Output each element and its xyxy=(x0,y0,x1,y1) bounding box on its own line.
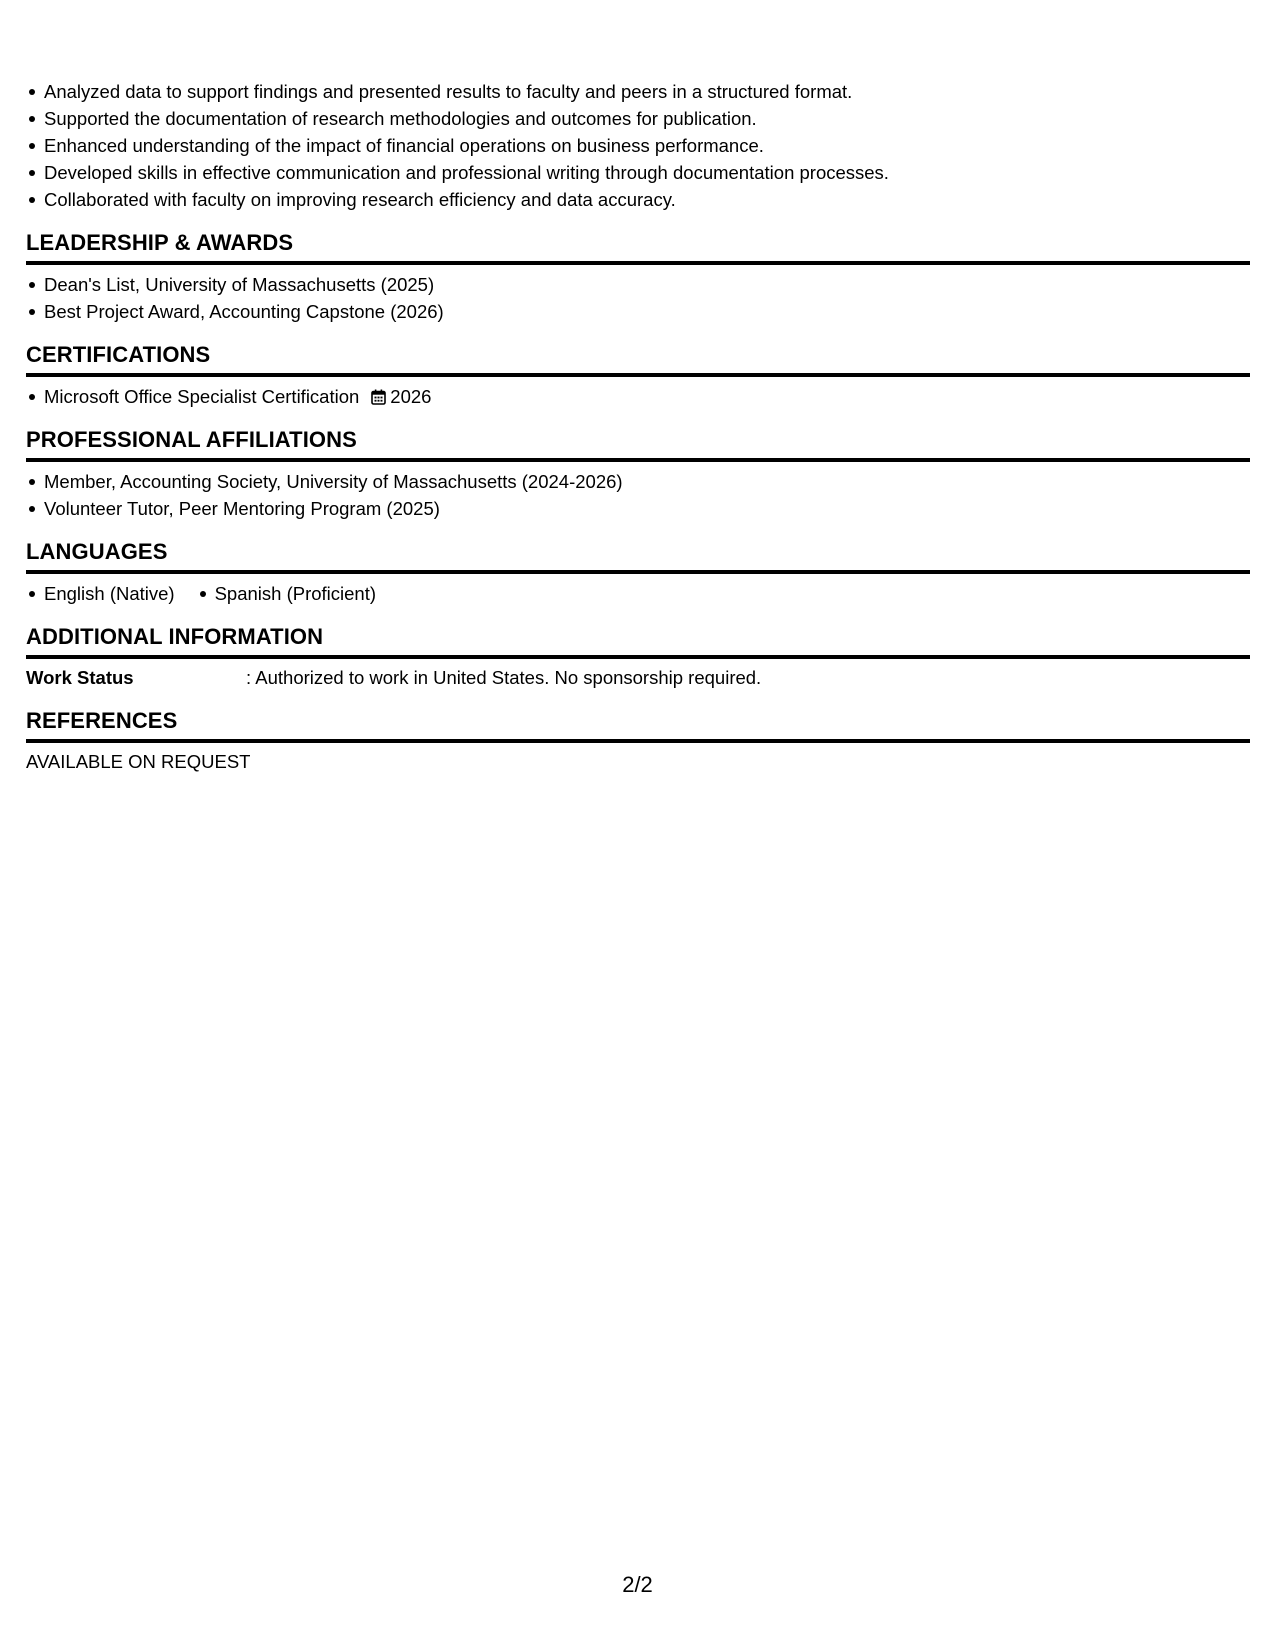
professional-affiliations-section xyxy=(26,426,1250,522)
leadership-awards-section xyxy=(26,229,1250,325)
work-status-row xyxy=(26,665,1250,691)
work-status-label: Work Status xyxy=(26,667,134,688)
language-item: English (Native) xyxy=(26,580,175,607)
languages-section xyxy=(26,538,1250,607)
section-heading: LEADERSHIP & AWARDS xyxy=(26,229,1250,265)
section-heading: LANGUAGES xyxy=(26,538,1250,574)
list-item: Best Project Award, Accounting Capstone (2026) xyxy=(26,298,1250,325)
page-number: 2/2 xyxy=(622,1572,653,1597)
work-status-value: : Authorized to work in United States. No sponsorship required. xyxy=(246,667,762,688)
certification-date-wrapper xyxy=(371,386,431,407)
certifications-section xyxy=(26,341,1250,410)
resume-page xyxy=(26,78,1250,775)
list-item: Dean's List, University of Massachusetts (2025) xyxy=(26,271,1250,298)
references-section xyxy=(26,707,1250,775)
list-item: Volunteer Tutor, Peer Mentoring Program (2025) xyxy=(26,495,1250,522)
experience-bullet-list xyxy=(26,78,1250,213)
certification-year: 2026 xyxy=(390,386,432,407)
section-heading: CERTIFICATIONS xyxy=(26,341,1250,377)
list-item: Developed skills in effective communication and professional writing through documentation processes. xyxy=(26,159,1250,186)
additional-information-section xyxy=(26,623,1250,691)
list-item: Analyzed data to support findings and presented results to faculty and peers in a structured format. xyxy=(26,78,1250,105)
affiliations-list xyxy=(26,468,1250,522)
awards-list xyxy=(26,271,1250,325)
certification-name: Microsoft Office Specialist Certification xyxy=(44,386,360,407)
list-item: Collaborated with faculty on improving research efficiency and data accuracy. xyxy=(26,186,1250,213)
references-text: AVAILABLE ON REQUEST xyxy=(26,751,251,772)
list-item: Enhanced understanding of the impact of financial operations on business performance. xyxy=(26,132,1250,159)
section-heading: REFERENCES xyxy=(26,707,1250,743)
certifications-list xyxy=(26,383,1250,410)
calendar-icon xyxy=(371,389,386,405)
language-item: Spanish (Proficient) xyxy=(197,580,376,607)
section-heading: PROFESSIONAL AFFILIATIONS xyxy=(26,426,1250,462)
section-heading: ADDITIONAL INFORMATION xyxy=(26,623,1250,659)
certification-item xyxy=(26,383,1250,410)
list-item: Supported the documentation of research methodologies and outcomes for publication. xyxy=(26,105,1250,132)
list-item: Member, Accounting Society, University of Massachusetts (2024-2026) xyxy=(26,468,1250,495)
languages-list xyxy=(26,580,1250,607)
